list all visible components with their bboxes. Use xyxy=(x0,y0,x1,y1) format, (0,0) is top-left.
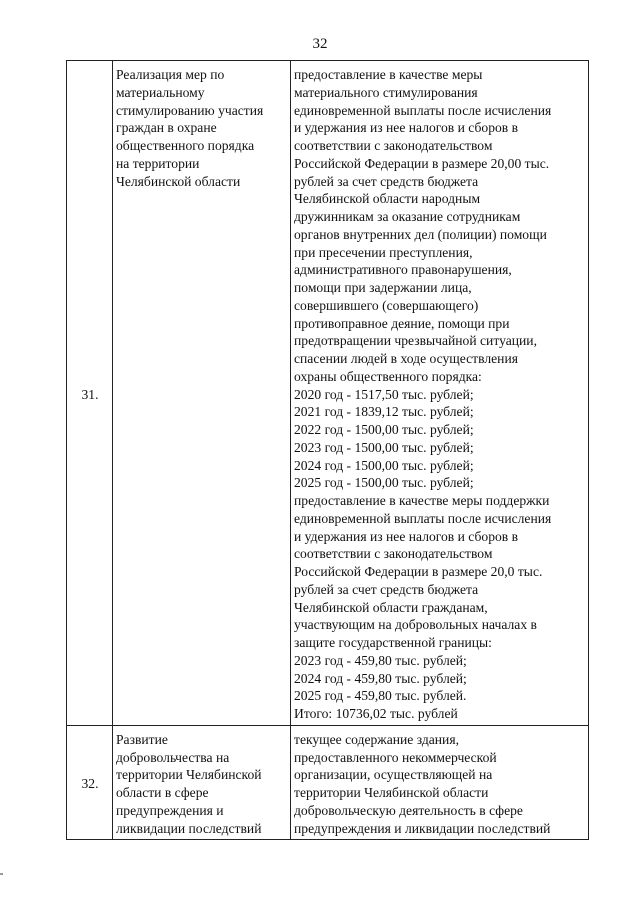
row-number: 32. xyxy=(67,725,113,840)
text-line: дружинникам за оказание сотрудникам xyxy=(294,209,521,224)
text-line: Челябинской области xyxy=(116,173,241,189)
text-line: административного правонарушения, xyxy=(294,262,512,278)
text-line: помощи при задержании лица, xyxy=(294,280,472,295)
text-line: организации, осуществляющей на xyxy=(294,767,493,783)
row-number: 31. xyxy=(67,61,113,726)
text-line: области в сфере xyxy=(116,785,209,800)
text-line: 2022 год - 1500,00 тыс. рублей; xyxy=(294,422,474,437)
text-line: Челябинской области гражданам, xyxy=(294,599,488,615)
text-line: противоправное деяние, помощи при xyxy=(294,315,510,331)
text-line: предоставленного некоммерческой xyxy=(294,749,497,765)
text-line: единовременной выплаты после исчисления xyxy=(294,510,552,526)
text-line: материальному xyxy=(116,84,205,100)
text-line: 2025 год - 1500,00 тыс. рублей; xyxy=(294,475,474,491)
table-row xyxy=(67,725,589,840)
measure-description-cell xyxy=(291,61,589,726)
text-line: текущее содержание здания, xyxy=(294,731,459,747)
event-name-cell xyxy=(113,725,291,840)
text-line: на территории xyxy=(116,155,200,171)
text-line: предупреждения и xyxy=(116,802,224,818)
text-line: рублей за счет средств бюджета xyxy=(294,581,479,597)
text-line: единовременной выплаты после исчисления xyxy=(294,102,552,118)
text-line: 2024 год - 1500,00 тыс. рублей; xyxy=(294,457,474,473)
text-line: 2021 год - 1839,12 тыс. рублей; xyxy=(294,404,474,420)
measure-description-cell xyxy=(291,725,589,840)
text-line: ликвидации последствий xyxy=(116,820,262,836)
text-line: участвующим на добровольных началах в xyxy=(294,617,537,633)
measures-table xyxy=(66,60,589,840)
text-line: Реализация мер по xyxy=(116,67,225,82)
text-line: 2023 год - 1500,00 тыс. рублей; xyxy=(294,439,474,455)
page-number: 32 xyxy=(312,36,328,52)
text-line: Челябинской области народным xyxy=(294,191,481,207)
text-line: граждан в охране xyxy=(116,120,217,136)
text-line: предупреждения и ликвидации последствий xyxy=(294,820,551,836)
text-line: предотвращении чрезвычайной ситуации, xyxy=(294,333,537,349)
text-line: 2025 год - 459,80 тыс. рублей. xyxy=(294,688,467,704)
text-line: территории Челябинской xyxy=(116,767,262,783)
text-line: территории Челябинской области xyxy=(294,785,489,800)
text-line: защите государственной границы: xyxy=(294,635,492,650)
scan-edge-mark xyxy=(0,873,3,875)
text-line: материального стимулирования xyxy=(294,84,478,100)
text-line: и удержания из нее налогов и сборов в xyxy=(294,528,519,544)
text-line: 2020 год - 1517,50 тыс. рублей; xyxy=(294,386,474,402)
text-line: Итого: 10736,02 тыс. рублей xyxy=(294,706,458,721)
text-line: спасении людей в ходе осуществления xyxy=(294,351,518,366)
event-name-cell xyxy=(113,61,291,726)
table-row xyxy=(67,61,589,726)
text-line: 2024 год - 459,80 тыс. рублей; xyxy=(294,670,467,686)
text-line: соответствии с законодательством xyxy=(294,138,493,153)
text-line: соответствии с законодательством xyxy=(294,546,493,562)
text-line: охраны общественного порядка: xyxy=(294,368,482,384)
text-line: и удержания из нее налогов и сборов в xyxy=(294,120,519,136)
text-line: Развитие xyxy=(116,731,168,747)
text-line: предоставление в качестве меры поддержки xyxy=(294,493,550,508)
text-line: стимулированию участия xyxy=(116,102,264,118)
text-line: Российской Федерации в размере 20,00 тыс. xyxy=(294,155,550,171)
text-line: совершившего (совершающего) xyxy=(294,297,479,313)
text-line: добровольческую деятельность в сфере xyxy=(294,802,523,818)
text-line: Российской Федерации в размере 20,0 тыс. xyxy=(294,564,543,579)
text-line: предоставление в качестве меры xyxy=(294,67,483,82)
text-line: общественного порядка xyxy=(116,138,255,153)
text-line: при пресечении преступления, xyxy=(294,244,473,260)
text-line: рублей за счет средств бюджета xyxy=(294,173,479,189)
text-line: добровольчества на xyxy=(116,749,230,765)
text-line: 2023 год - 459,80 тыс. рублей; xyxy=(294,652,467,668)
text-line: органов внутренних дел (полиции) помощи xyxy=(294,226,547,242)
